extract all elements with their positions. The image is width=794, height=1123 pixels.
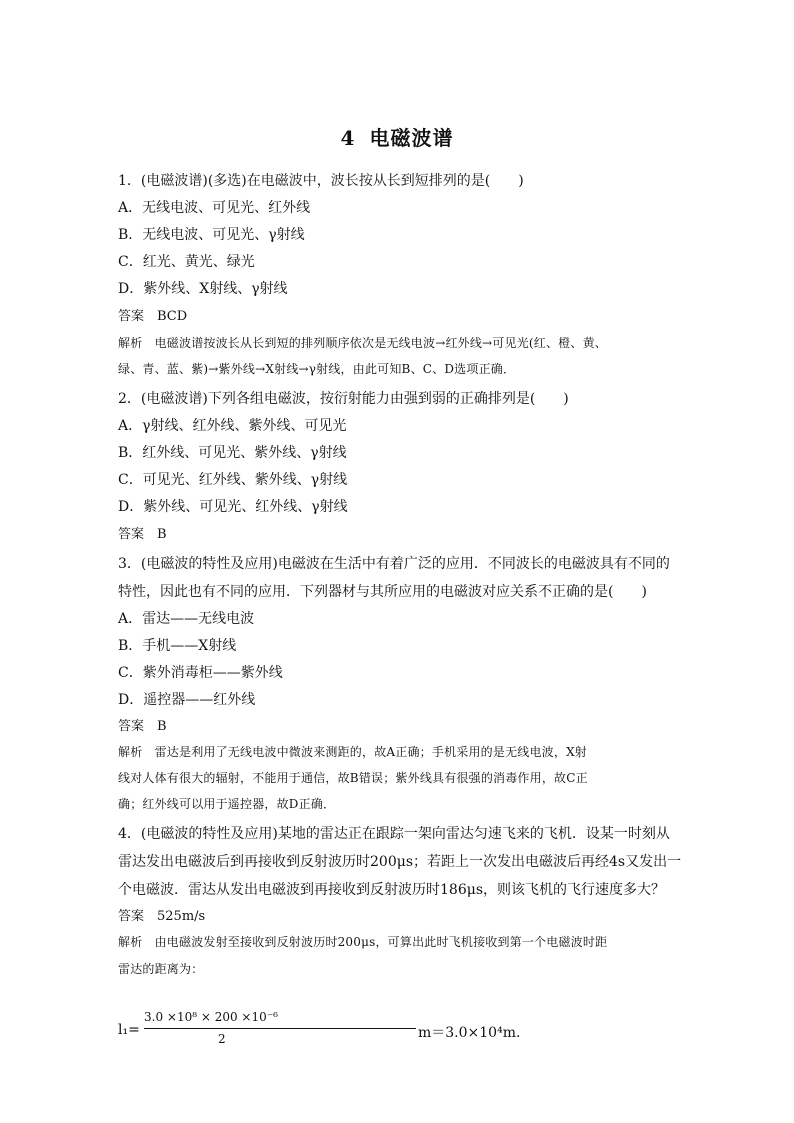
page-title [0,122,794,151]
text-line: B．红外线、可见光、紫外线、γ射线 [118,445,347,461]
formula-denominator: 2 [218,1032,226,1046]
answer-line: 答案 B [118,527,167,542]
text-line: 4．(电磁波的特性及应用)某地的雷达正在跟踪一架向雷达匀速飞来的飞机．设某一时刻从 [118,826,670,842]
answer-line: 答案 B [118,719,167,734]
text-line: 雷达发出电磁波后到再接收到反射波历时200μs；若距上一次发出电磁波后再经4s又发出一 [118,854,682,870]
explanation-line: 线对人体有很大的辐射，不能用于通信，故B错误；紫外线具有很强的消毒作用，故C正 [118,771,588,785]
explanation-line: 解析 电磁波谱按波长从长到短的排列顺序依次是无线电波→红外线→可见光(红、橙、黄、 [118,336,607,350]
text-line: A．雷达——无线电波 [118,611,255,627]
distance-formula [118,1010,678,1058]
section-number: 4 [340,126,356,150]
text-line: 1．(电磁波谱)(多选)在电磁波中，波长按从长到短排列的是( ) [118,173,524,189]
text-line: A．无线电波、可见光、红外线 [118,200,311,216]
text-line: B．手机——X射线 [118,638,237,654]
fraction-bar [144,1028,416,1029]
answer-line: 答案 BCD [118,309,188,324]
explanation-line: 绿、青、蓝、紫)→紫外线→X射线→γ射线，由此可知B、C、D选项正确． [118,362,516,376]
text-line: D．遥控器——红外线 [118,692,256,708]
text-line: C．紫外消毒柜——紫外线 [118,665,283,681]
explanation-line: 雷达的距离为： [118,962,204,976]
text-line: C．红光、黄光、绿光 [118,254,255,270]
text-line: 个电磁波．雷达从发出电磁波到再接收到反射波历时186μs，则该飞机的飞行速度多大？ [118,882,666,898]
formula-numerator: 3.0 ×10⁸ × 200 ×10⁻⁶ [144,1010,278,1024]
explanation-line: 确；红外线可以用于遥控器，故D正确． [118,797,336,811]
text-line: A．γ射线、红外线、紫外线、可见光 [118,418,347,434]
explanation-line: 解析 雷达是利用了无线电波中微波来测距的，故A正确；手机采用的是无线电波，X射 [118,745,588,759]
answer-line: 答案 525m/s [118,909,206,924]
text-line: 2．(电磁波谱)下列各组电磁波，按衍射能力由强到弱的正确排列是( ) [118,391,569,407]
formula-lhs: l₁= [118,1022,140,1038]
text-line: 特性，因此也有不同的应用．下列器材与其所应用的电磁波对应关系不正确的是( ) [118,584,647,600]
section-title: 电磁波谱 [369,126,454,150]
formula-rhs: m＝3.0×10⁴m. [418,1025,521,1041]
explanation-line: 解析 由电磁波发射至接收到反射波历时200μs，可算出此时飞机接收到第一个电磁波时距 [118,935,608,949]
text-line: D．紫外线、可见光、红外线、γ射线 [118,499,348,515]
text-line: B．无线电波、可见光、γ射线 [118,227,305,243]
text-line: D．紫外线、X射线、γ射线 [118,281,288,297]
text-line: 3．(电磁波的特性及应用)电磁波在生活中有着广泛的应用．不同波长的电磁波具有不同的 [118,556,670,572]
text-line: C．可见光、红外线、紫外线、γ射线 [118,472,348,488]
